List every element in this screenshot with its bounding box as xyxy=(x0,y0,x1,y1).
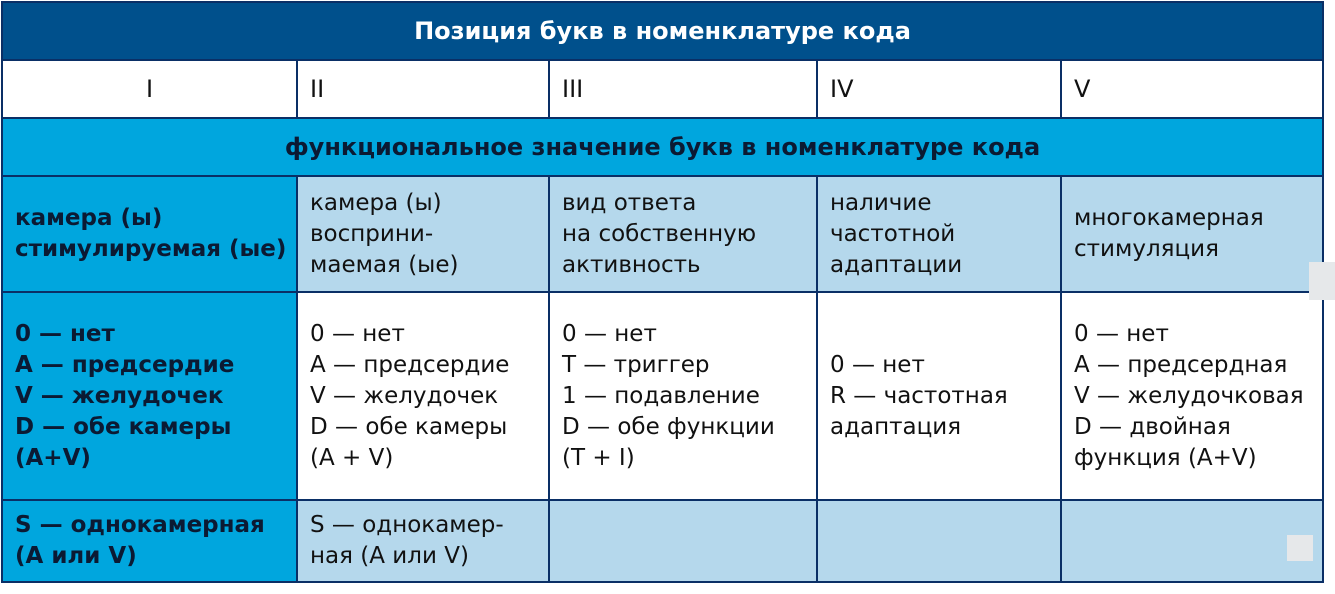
nomenclature-table xyxy=(1,1,1324,583)
empty-cell-3 xyxy=(549,500,817,582)
description-line: камера (ы) xyxy=(310,189,442,216)
single-chamber-cell-1 xyxy=(2,500,297,582)
position-header-3: III xyxy=(549,60,817,118)
description-line: активность xyxy=(562,251,701,278)
code-line: 0 — нет xyxy=(15,320,115,347)
code-line: адаптация xyxy=(830,413,962,440)
description-line: наличие xyxy=(830,189,932,216)
function-header-row xyxy=(2,118,1323,176)
code-cell-2 xyxy=(297,292,549,500)
single-chamber-line: S — однокамер- xyxy=(310,512,504,538)
code-line: 0 — нет xyxy=(830,351,925,378)
code-line: R — частотная xyxy=(830,382,1008,409)
code-line: D — двойная xyxy=(1074,413,1231,440)
code-line: D — обе камеры xyxy=(310,413,508,440)
code-cell-4 xyxy=(817,292,1061,500)
description-cell-4 xyxy=(817,176,1061,292)
description-cell-3 xyxy=(549,176,817,292)
code-line: A — предсердие xyxy=(310,351,510,378)
position-header-5: V xyxy=(1061,60,1323,118)
code-line: (A + V) xyxy=(310,444,394,471)
pacemaker-code-table xyxy=(1,1,1322,593)
single-chamber-line: S — однокамерная xyxy=(15,512,265,538)
code-line: 1 — подавление xyxy=(562,382,760,409)
description-line: восприни- xyxy=(310,220,434,247)
code-cell-5 xyxy=(1061,292,1323,500)
edge-scroll-marker-bottom xyxy=(1287,535,1313,561)
description-line: адаптации xyxy=(830,251,963,278)
code-values-row xyxy=(2,292,1323,500)
title-row xyxy=(2,2,1323,60)
description-cell-2 xyxy=(297,176,549,292)
single-chamber-line: (A или V) xyxy=(15,543,137,569)
code-line: D — обе камеры xyxy=(15,413,232,440)
description-row xyxy=(2,176,1323,292)
code-line: 0 — нет xyxy=(1074,320,1169,347)
code-cell-1 xyxy=(2,292,297,500)
description-line: многокамерная xyxy=(1074,205,1264,231)
description-cell-5 xyxy=(1061,176,1323,292)
description-line: стимулируемая (ые) xyxy=(15,236,287,262)
code-line: (T + I) xyxy=(562,444,635,471)
description-line: на собственную xyxy=(562,220,757,247)
code-line: V — желудочковая xyxy=(1074,382,1304,409)
description-line: стимуляция xyxy=(1074,236,1219,262)
empty-cell-4 xyxy=(817,500,1061,582)
description-line: камера (ы) xyxy=(15,205,163,231)
code-line: A — предсердие xyxy=(15,351,235,378)
description-line: вид ответа xyxy=(562,189,697,216)
description-line: маемая (ые) xyxy=(310,251,459,278)
description-cell-1 xyxy=(2,176,297,292)
empty-cell-5 xyxy=(1061,500,1323,582)
function-header: функциональное значение букв в номенклатуре кода xyxy=(2,118,1323,176)
code-line: V — желудочек xyxy=(15,382,224,409)
single-chamber-line: ная (A или V) xyxy=(310,543,469,569)
position-header-1: I xyxy=(2,60,297,118)
description-line: частотной xyxy=(830,220,956,247)
code-line: D — обе функции xyxy=(562,413,775,440)
position-header-4: IV xyxy=(817,60,1061,118)
code-line: T — триггер xyxy=(562,351,710,378)
code-line: A — предсердная xyxy=(1074,351,1288,378)
code-line: функция (A+V) xyxy=(1074,444,1257,471)
code-line: (A+V) xyxy=(15,444,91,471)
code-line: 0 — нет xyxy=(562,320,657,347)
position-row xyxy=(2,60,1323,118)
edge-scroll-marker-top xyxy=(1309,262,1335,300)
position-header-2: II xyxy=(297,60,549,118)
table-title: Позиция букв в номенклатуре кода xyxy=(2,2,1323,60)
code-line: V — желудочек xyxy=(310,382,499,409)
single-chamber-cell-2 xyxy=(297,500,549,582)
code-cell-3 xyxy=(549,292,817,500)
code-line: 0 — нет xyxy=(310,320,405,347)
single-chamber-row xyxy=(2,500,1323,582)
